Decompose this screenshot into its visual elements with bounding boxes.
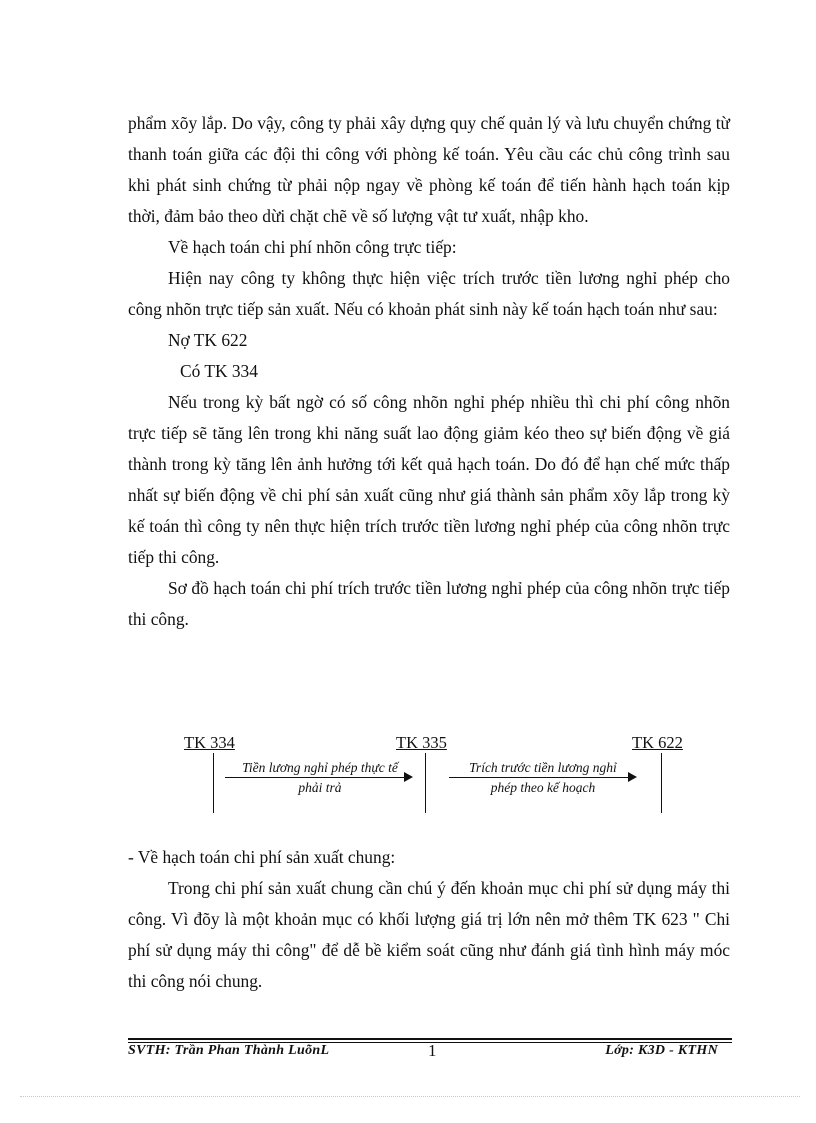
section-general-costs (128, 842, 730, 997)
flow2-label-top: Trích trước tiền lương nghỉ (469, 760, 617, 775)
account-tk335: TK 335 (396, 733, 447, 752)
page-footer (128, 1043, 732, 1065)
paragraph-3: Hiện nay công ty không thực hiện việc trích trước tiền lương nghỉ phép cho công nhõn trực tiếp sản xuất. Nếu có khoản phát sinh này kế toán hạch toán như sau: (128, 268, 730, 319)
account-tk334: TK 334 (184, 733, 235, 752)
footer-student: SVTH: Trần Phan Thành LuõnL (128, 1043, 330, 1058)
account-tk622: TK 622 (632, 733, 683, 752)
paragraph-5: Sơ đồ hạch toán chi phí trích trước tiền lương nghỉ phép của công nhõn trực tiếp thi công. (128, 578, 730, 629)
page-edge-divider (20, 1096, 800, 1097)
footer-class: Lớp: K3D - KTHN (605, 1043, 718, 1058)
entry-debit: Nợ TK 622 (168, 330, 248, 350)
page-number: 1 (428, 1041, 437, 1060)
entry-credit: Có TK 334 (180, 361, 258, 381)
paragraph-4: Nếu trong kỳ bất ngờ có số công nhõn nghỉ phép nhiều thì chi phí công nhõn trực tiếp sẽ tăng lên trong khi năng suất lao động giảm kéo theo sự biến động về giá thành trong kỳ tăng lên ảnh hưởng tới kết quả hạch toán. Do đó để hạn chế mức thấp nhất sự biến động về chi phí sản xuất cũng như giá thành sản phẩm xõy lắp trong kỳ kế toán thì công ty nên thực hiện trích trước tiền lương nghỉ phép của công nhõn trực tiếp thi công. (128, 392, 730, 567)
flow2-arrow-line (449, 777, 629, 778)
flow1-arrow-line (225, 777, 405, 778)
tk622-line (661, 753, 662, 813)
section-paragraph: Trong chi phí sản xuất chung cần chú ý đến khoản mục chi phí sử dụng máy thi công. Vì đõy là một khoản mục có khối lượng giá trị lớn nên mở thêm TK 623 " Chi phí sử dụng máy thi công" để dễ bề kiểm soát cũng như đánh giá tình hình máy móc thi công nói chung. (128, 878, 730, 991)
flow2-label-bottom: phép theo kế hoạch (490, 780, 596, 795)
flow1-label-bottom: phải trả (298, 780, 342, 795)
tk334-line (213, 753, 214, 813)
paragraph-1: phẩm xõy lắp. Do vậy, công ty phải xây dựng quy chế quản lý và lưu chuyển chứng từ thanh toán giữa các đội thi công với phòng kế toán. Yêu cầu các chủ công trình sau khi phát sinh chứng từ phải nộp ngay về phòng kế toán để tiến hành hạch toán kịp thời, đảm bảo theo dừi chặt chẽ về số lượng vật tư xuất, nhập kho. (128, 113, 730, 226)
flow1-label-top: Tiền lương nghỉ phép thực tế (242, 760, 398, 775)
footer-rule-top (128, 1038, 732, 1040)
accounting-diagram (128, 730, 730, 820)
tk335-line (425, 753, 426, 813)
body-text (128, 108, 730, 635)
paragraph-2: Về hạch toán chi phí nhõn công trực tiếp: (168, 237, 457, 257)
section-heading: - Về hạch toán chi phí sản xuất chung: (128, 847, 396, 867)
